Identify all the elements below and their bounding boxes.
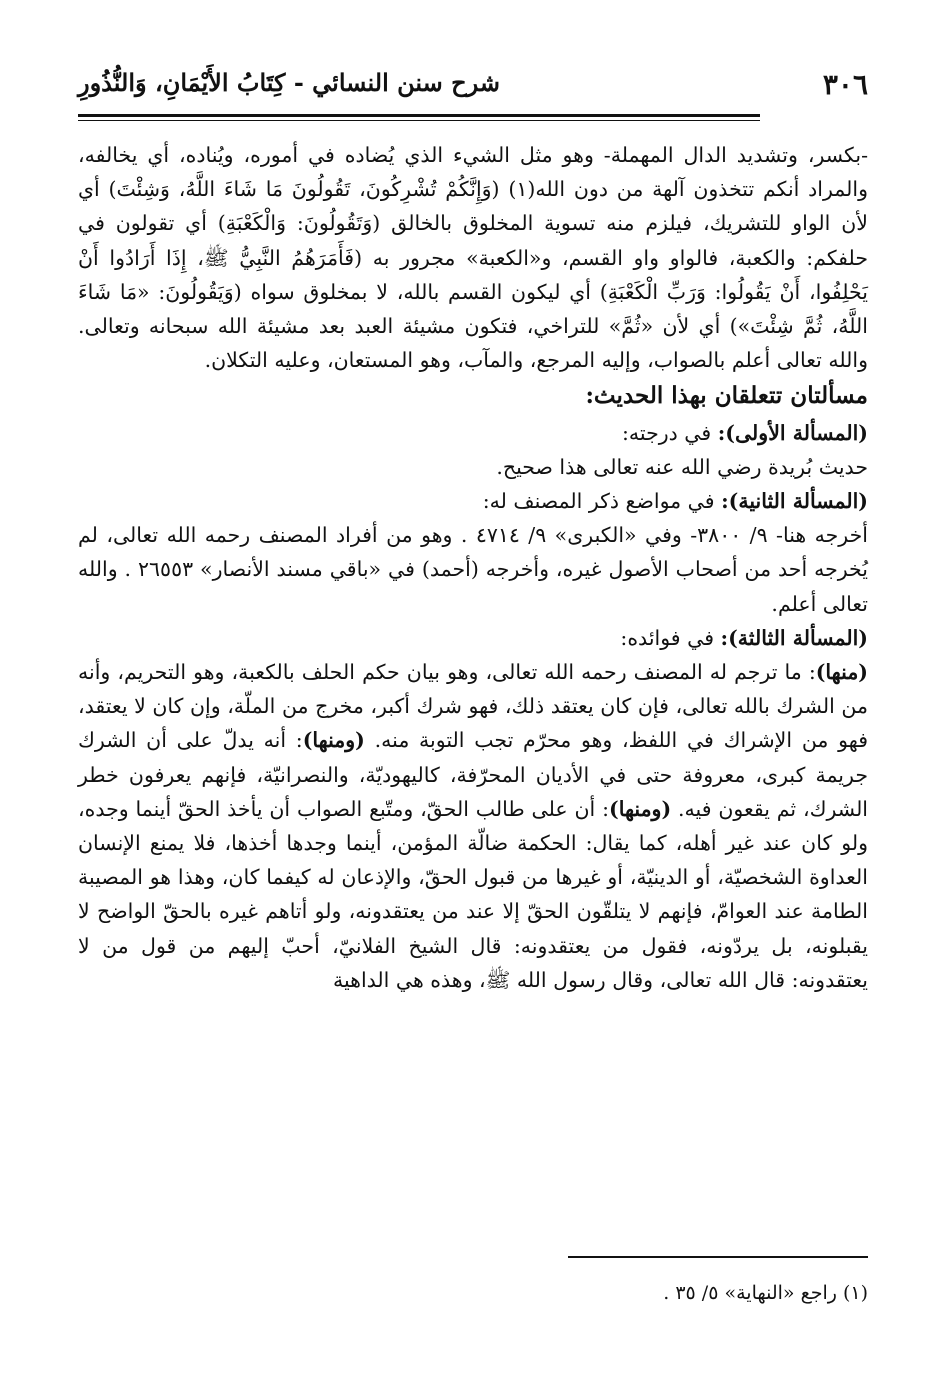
benefit-1-text: : ما ترجم له المصنف رحمه الله تعالى، وهو بيان حكم الحلف بالكعبة، وهو التحريم، وأنه من الشرك بالله تعالى، فإن كان يعتقد ذلك، فهو شرك أكبر، مخرج من الملّة، وإن كان لا يعتقد، فهو من الإشراك في اللفظ، وهو محرّم تجب التوبة منه. bbox=[78, 660, 868, 753]
issue-1-body: حديث بُريدة رضي الله عنه تعالى هذا صحيح. bbox=[496, 454, 868, 479]
book-page bbox=[78, 48, 868, 1338]
page-header bbox=[78, 68, 868, 108]
footnote: (١) راجع «النهاية» ٥/ ٣٥ . bbox=[663, 1282, 868, 1304]
issue-2-body: أخرجه هنا- ٩/ ٣٨٠٠- وفي «الكبرى» ٩/ ٤٧١٤ . وهو من أفراد المصنف رحمه الله تعالى، لم يُخرجه أحد من أصحاب الأصول غيره، وأخرجه (أحمد) في «باقي مسند الأنصار» ٢٦٥٥٣ . والله تعالى أعلم. bbox=[78, 523, 868, 616]
footnote-rule bbox=[568, 1256, 868, 1258]
header-rule bbox=[78, 114, 760, 117]
page-number: ٣٠٦ bbox=[822, 68, 868, 101]
main-text bbox=[78, 138, 868, 997]
issue-3-title: في فوائده: bbox=[620, 625, 721, 650]
header-rule-thin bbox=[78, 120, 760, 121]
issue-3-label: (المسألة الثالثة): bbox=[720, 625, 868, 650]
section-heading: مسألتان تتعلقان بهذا الحديث: bbox=[585, 382, 868, 410]
issue-1-title: في درجته: bbox=[621, 420, 718, 445]
issue-3-heading bbox=[78, 621, 868, 655]
benefit-2-text: : أنه يدلّ على أن الشرك جريمة كبرى، معروفة حتى في الأديان المحرّفة، كاليهوديّة، والنصرانيّة، فإنهم يعرفون خطر الشرك، ثم يقعون فيه. bbox=[78, 728, 869, 821]
issue-1-heading bbox=[78, 416, 868, 450]
benefit-2-label: (ومنها) bbox=[302, 728, 365, 753]
benefits-paragraph bbox=[78, 655, 868, 997]
running-title: شرح سنن النسائي - كِتَابُ الأَيْمَانِ، وَالنُّذُورِ bbox=[78, 68, 500, 97]
benefit-3-label: (ومنها) bbox=[609, 796, 672, 821]
issue-2-title: في مواضع ذكر المصنف له: bbox=[482, 489, 722, 514]
issue-2-heading bbox=[78, 484, 868, 518]
benefit-3-text: : أن على طالب الحقّ، ومتّبع الصواب أن يأخذ الحقّ أينما وجده، ولو كان عند غير أهله، كما يقال: الحكمة ضالّة المؤمن، أينما وجدها أخذها، فلا يمنع الإنسان العداوة الشخصيّة، أو الدينيّة، أو غيرها من قبول الحقّ، والإذعان له كيفما كان، وهذا هو المصيبة الطامة عند العوامّ، فإنهم لا يتلقّون الحقّ إلا عند من يعتقدونه، ولو أتاهم غيره بالحقّ الواضح لا يقبلونه، بل يردّونه، فقول من يعتقدونه: قال الشيخ الفلانيّ، أحبّ إليهم من قول من لا يعتقدونه: قال الله تعالى، وقال رسول الله ﷺ، وهذه هي الداهية bbox=[78, 796, 868, 992]
issue-2-label: (المسألة الثانية): bbox=[721, 489, 868, 514]
benefit-1-label: (منها) bbox=[815, 660, 868, 685]
paragraph-commentary: -بكسر، وتشديد الدال المهملة- وهو مثل الشيء الذي يُضاده في أموره، ويُناده، أي يخالفه، والمراد أنكم تتخذون آلهة من دون الله(١) (وَإِنَّكُمْ تُشْرِكُونَ، تَقُولُونَ مَا شَاءَ اللَّهُ، وَشِئْتَ) أي لأن الواو للتشريك، فيلزم منه تسوية المخلوق بالخالق (وَتَقُولُونَ: وَالْكَعْبَةِ) أي تقولون في حلفكم: والكعبة، فالواو واو القسم، و«الكعبة» مجرور به (فَأَمَرَهُمُ النَّبِيُّ ﷺ، إِذَا أَرَادُوا أَنْ يَحْلِفُوا، أَنْ يَقُولُوا: وَرَبِّ الْكَعْبَةِ) أي ليكون القسم بالله، لا بمخلوق سواه (وَيَقُولُونَ: «مَا شَاءَ اللَّهُ، ثُمَّ شِئْتَ») أي لأن «ثُمَّ» للتراخي، فتكون مشيئة العبد بعد مشيئة الله سبحانه وتعالى. والله تعالى أعلم بالصواب، وإليه المرجع، والمآب، وهو المستعان، وعليه التكلان. bbox=[78, 143, 868, 373]
issue-1-label: (المسألة الأولى): bbox=[717, 420, 868, 445]
